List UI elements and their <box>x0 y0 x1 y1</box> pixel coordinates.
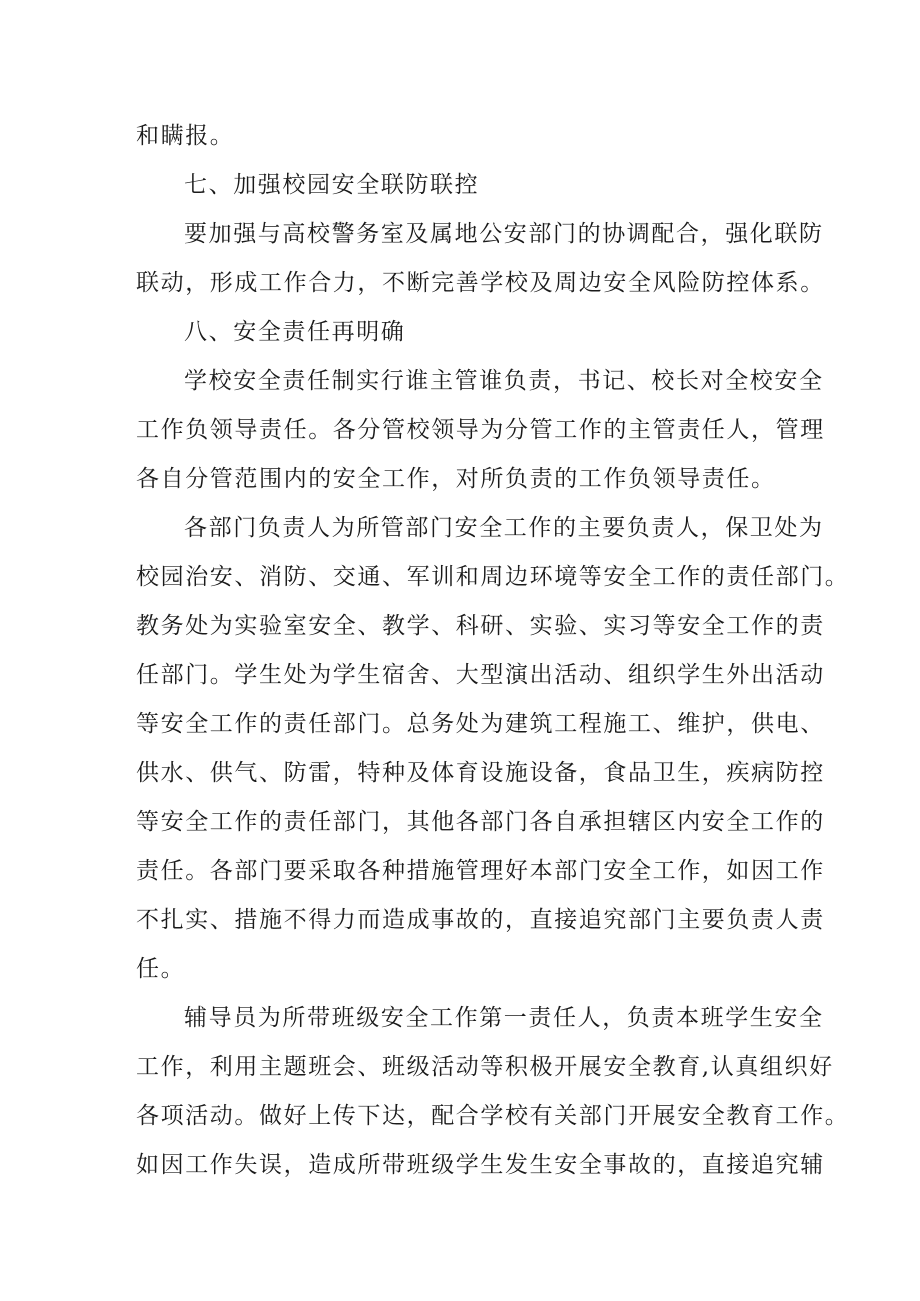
paragraph-line: 如因工作失误，造成所带班级学生发生安全事故的，直接追究辅 <box>136 1152 825 1178</box>
paragraph-line: 不扎实、措施不得力而造成事故的，直接追究部门主要负责人责 <box>136 907 825 933</box>
paragraph-line: 任。 <box>136 956 186 982</box>
paragraph-line: 任部门。学生处为学生宿舍、大型演出活动、组织学生外出活动 <box>136 662 825 688</box>
paragraph-line: 学校安全责任制实行谁主管谁负责，书记、校长对全校安全 <box>184 368 824 394</box>
paragraph-line: 各项活动。做好上传下达，配合学校有关部门开展安全教育工作。 <box>136 1103 850 1129</box>
section-heading-8: 八、安全责任再明确 <box>184 319 406 345</box>
paragraph-line: 各部门负责人为所管部门安全工作的主要负责人，保卫处为 <box>184 515 824 541</box>
paragraph-line: 工作，利用主题班会、班级活动等积极开展安全教育,认真组织好 <box>136 1054 834 1080</box>
paragraph-line: 联动，形成工作合力，不断完善学校及周边安全风险防控体系。 <box>136 270 825 296</box>
paragraph-line: 辅导员为所带班级安全工作第一责任人，负责本班学生安全 <box>184 1005 824 1031</box>
paragraph-line: 等安全工作的责任部门，其他各部门各自承担辖区内安全工作的 <box>136 809 825 835</box>
paragraph-line: 供水、供气、防雷，特种及体育设施设备，食品卫生，疾病防控 <box>136 760 825 786</box>
paragraph-line: 各自分管范围内的安全工作，对所负责的工作负领导责任。 <box>136 466 776 492</box>
paragraph-line: 责任。各部门要采取各种措施管理好本部门安全工作，如因工作 <box>136 858 825 884</box>
paragraph-line: 等安全工作的责任部门。总务处为建筑工程施工、维护，供电、 <box>136 711 825 737</box>
paragraph-line: 工作负领导责任。各分管校领导为分管工作的主管责任人，管理 <box>136 417 825 443</box>
section-heading-7: 七、加强校园安全联防联控 <box>184 172 480 198</box>
paragraph-line: 教务处为实验室安全、教学、科研、实验、实习等安全工作的责 <box>136 613 825 639</box>
paragraph-line: 要加强与高校警务室及属地公安部门的协调配合，强化联防 <box>184 221 824 247</box>
paragraph-line: 和瞒报。 <box>136 123 235 149</box>
paragraph-line: 校园治安、消防、交通、军训和周边环境等安全工作的责任部门。 <box>136 564 850 590</box>
